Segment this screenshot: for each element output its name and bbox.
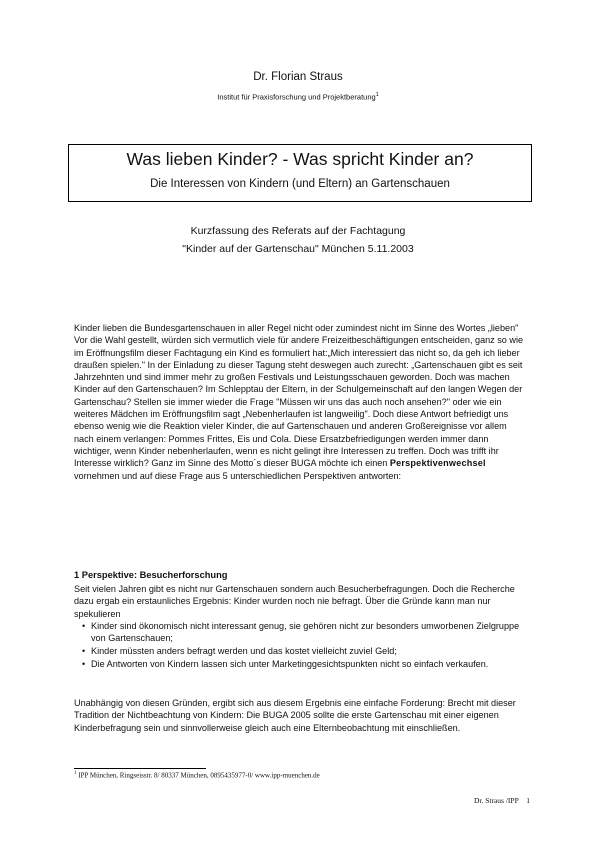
footnote-divider: [74, 768, 206, 769]
intro-bold-term: Perspektivenwechsel: [389, 458, 486, 469]
bullet-icon: •: [82, 621, 86, 631]
footnote: [74, 771, 320, 779]
footnote-text: IPP München, Ringseisstr. 8/ 80337 München, 0895435977-0/ www.ipp-muenchen.de: [76, 771, 320, 780]
conclusion-paragraph: Unabhängig von diesen Gründen, ergibt sich aus diesem Ergebnis eine einfache Forderung: Brecht mit dieser Tradition der Nichtbeachtung von Kindern: Die BUGA 2005 sollte die erste Gartenschau mit einer eigenen Kinderbefragung sein und sinnvollerweise gleich auch eine Elternbeobachtung mit einschließen.: [74, 698, 516, 733]
list-item-text: Die Antworten von Kindern lassen sich unter Marketinggesichtspunkten nicht so einfach verkaufen.: [91, 659, 489, 669]
intro-text-start: Kinder lieben die Bundesgartenschauen in aller Regel nicht oder zumindest nicht im Sinne des Wortes „lieben" Vor die Wahl gestellt, würden sich vermutlich viele für andere Freizeitbeschäftigungen entscheiden, ganz so wie im Eröffnungsfilm dieser Fachtagung ein Kind es formuliert hat:„Mich interessiert das nicht so, da geh ich lieber draußen spielen." In der Einladung zu dieser Tagung steht deswegen auch zurecht: „Gartenschauen gibt es seit Jahrzehnten und sind immer mehr zu großen Festivals und Leistungsschauen geworden. Doch was machen Kinder auf den Gartenschauen? Im Schlepptau der Eltern, in der Schulgemeinschaft auf den langen Wegen der Gartenschau? Stellen sie immer wieder die Frage "Müssen wir uns das auch noch ansehen?" oder wie ein weiteres Mädchen im Eröffnungsfilm sagt „Nebenherlaufen ist langweilig". Doch diese Antwort befriedigt uns ebenso wenig wie die Reaktion vieler Kinder, die auf Gartenschauen und anderen Großereignisse vor allem nach einem verlangen: Pommes Frittes, Eis und Cola. Diese Ersatzbefriedigungen werden immer dann wichtiger, wenn Kinder nebenherlaufen, wenn es nicht gelingt ihre Interessen zu treffen. Doch was trifft ihr Interesse wirklich? Ganz im Sinne des Motto´s dieser BUGA möchte ich einen: [74, 323, 524, 469]
intro-text-end: vornehmen und auf diese Frage aus 5 unterschiedlichen Perspektiven antworten:: [74, 470, 402, 481]
section-paragraph: Seit vielen Jahren gibt es nicht nur Gartenschauen sondern auch Besucherbefragungen. Doch die Recherche dazu ergab ein erstaunliches Ergebnis: Kinder wurden noch nie befragt. Über die Gründe kann man nur spekulieren: [74, 584, 515, 619]
intro-paragraph: [74, 322, 528, 482]
list-item-text: Kinder müssten anders befragt werden und das kostet vielleicht zuviel Geld;: [91, 646, 397, 656]
list-item-text: Kinder sind ökonomisch nicht interessant genug, sie gehören nicht zur besonders umworbenen Zielgruppe von Gartenschauen;: [91, 621, 520, 644]
section-heading: 1 Perspektive: Besucherforschung: [74, 570, 228, 580]
footer-text: Dr. Straus /IPP: [473, 796, 519, 805]
summary-line-2: "Kinder auf der Gartenschau" München 5.11.2003: [182, 243, 414, 255]
page-number: 1: [526, 796, 530, 805]
footnote-ref: 1: [375, 92, 379, 98]
page-title: Was lieben Kinder? - Was spricht Kinder an?: [126, 149, 474, 169]
institute-name: Institut für Praxisforschung und Projektberatung: [217, 92, 376, 102]
summary-line-1: Kurzfassung des Referats auf der Fachtagung: [190, 225, 406, 237]
footnote-mark: 1: [74, 771, 77, 776]
institute-line: [0, 92, 596, 102]
page-subtitle: Die Interessen von Kindern (und Eltern) an Gartenschauen: [150, 178, 450, 190]
page-footer: [474, 796, 530, 805]
bullet-icon: •: [82, 659, 86, 669]
bullet-icon: •: [82, 646, 86, 656]
author-name: Dr. Florian Straus: [253, 71, 343, 83]
